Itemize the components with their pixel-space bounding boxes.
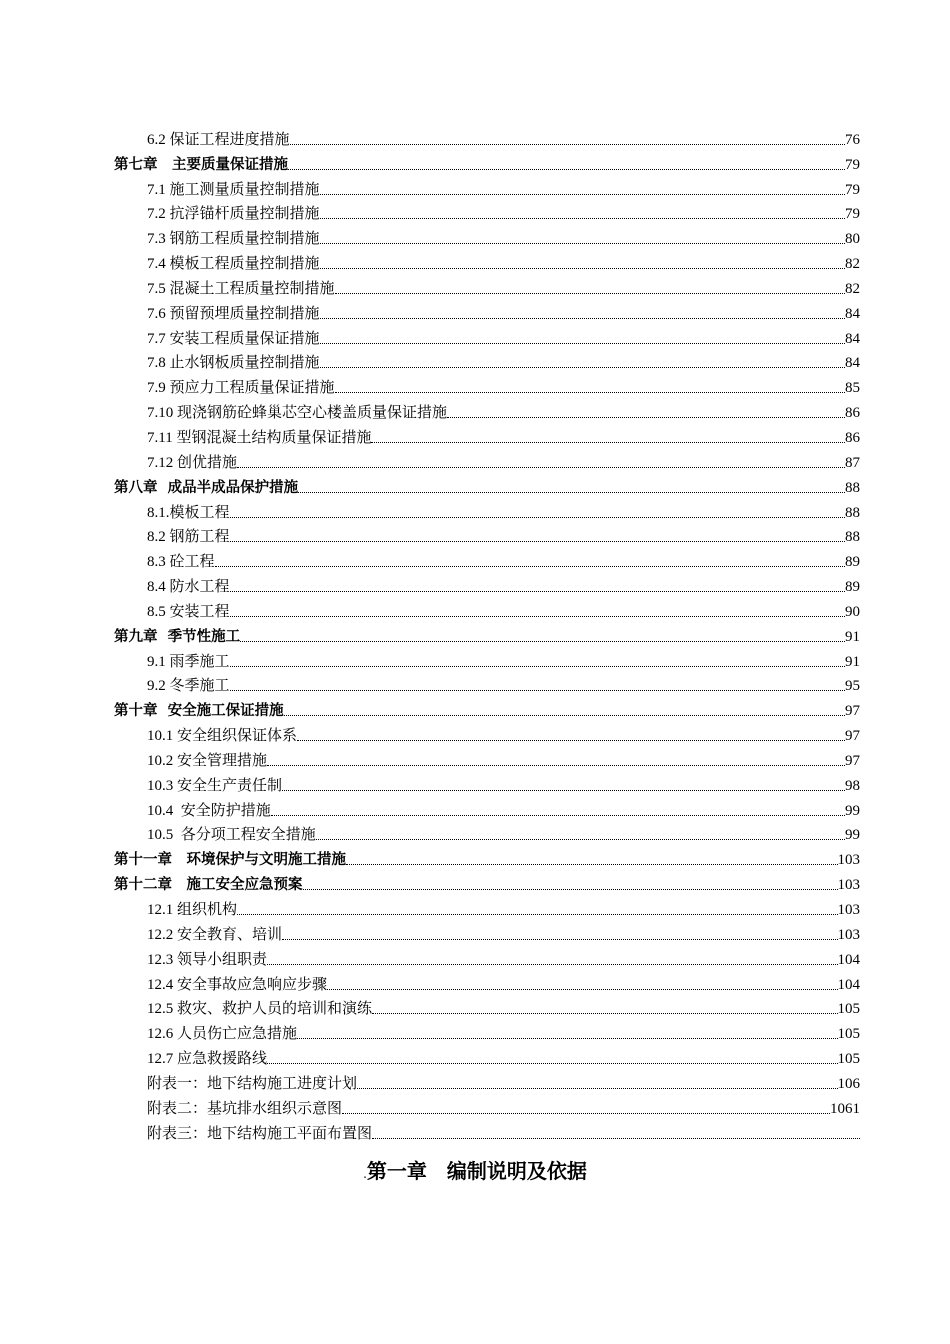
toc-page-number: 105: [837, 1001, 860, 1018]
toc-entry-title: 12.2 安全教育、培训: [147, 926, 283, 943]
toc-entry-title: 9.1 雨季施工: [147, 653, 230, 670]
toc-section-entry[interactable]: [114, 273, 860, 298]
toc-page-number: 97: [845, 752, 860, 769]
toc-section-entry[interactable]: [114, 248, 860, 273]
toc-page-number: 86: [845, 405, 860, 422]
toc-section-entry[interactable]: [114, 522, 860, 547]
toc-entry-title: 12.3 领导小组职责: [147, 951, 268, 968]
toc-dot-leader: [237, 467, 845, 468]
toc-page-number: 103: [837, 877, 860, 894]
table-of-contents: [114, 124, 860, 1143]
toc-dot-leader: [237, 914, 837, 915]
toc-page-number: 86: [845, 429, 860, 446]
chapter-title: 第一章 编制说明及依据: [366, 1159, 587, 1183]
toc-entry-title: 12.4 安全事故应急响应步骤: [147, 976, 328, 993]
toc-page-number: 99: [845, 802, 860, 819]
toc-dot-leader: [320, 343, 845, 344]
toc-dot-leader: [303, 889, 838, 890]
toc-entry-title: 12.7 应急救援路线: [147, 1051, 268, 1068]
toc-page-number: 79: [845, 156, 860, 173]
toc-section-entry[interactable]: [114, 1018, 860, 1043]
toc-dot-leader: [320, 243, 845, 244]
toc-dot-leader: [320, 218, 845, 219]
toc-dot-leader: [282, 939, 837, 940]
toc-section-entry[interactable]: [114, 944, 860, 969]
toc-section-entry[interactable]: [114, 820, 860, 845]
toc-dot-leader: [297, 1038, 837, 1039]
toc-chapter-entry[interactable]: [114, 149, 860, 174]
toc-page-number: 79: [845, 206, 860, 223]
toc-page-number: 82: [845, 256, 860, 273]
toc-entry-title: 12.5 救灾、救护人员的培训和演练: [147, 1001, 373, 1018]
toc-dot-leader: [372, 1013, 837, 1014]
toc-entry-title: 第十二章 施工安全应急预案: [114, 877, 303, 894]
toc-dot-leader: [230, 517, 845, 518]
toc-entry-title: 第十一章 环境保护与文明施工措施: [114, 852, 346, 869]
toc-section-entry[interactable]: [114, 571, 860, 596]
toc-section-entry[interactable]: [114, 298, 860, 323]
toc-entry-title: 附表三：地下结构施工平面布置图: [147, 1125, 373, 1142]
toc-page-number: 104: [837, 976, 860, 993]
toc-page-number: 88: [845, 479, 860, 496]
toc-dot-leader: [271, 815, 845, 816]
toc-dot-leader: [297, 740, 845, 741]
toc-entry-title: 10.3 安全生产责任制: [147, 777, 283, 794]
toc-dot-leader: [290, 144, 845, 145]
toc-entry-title: 7.6 预留预埋质量控制措施: [147, 305, 320, 322]
toc-page-number: 85: [845, 380, 860, 397]
toc-entry-title: 7.9 预应力工程质量保证措施: [147, 380, 335, 397]
toc-dot-leader: [346, 864, 838, 865]
toc-section-entry[interactable]: [114, 174, 860, 199]
toc-entry-title: 第九章 季节性施工: [114, 628, 241, 645]
toc-page-number: 87: [845, 454, 860, 471]
chapter-heading: [0, 1155, 950, 1184]
toc-entry-title: 10.1 安全组织保证体系: [147, 728, 298, 745]
toc-page-number: 98: [845, 777, 860, 794]
toc-entry-title: 8.5 安装工程: [147, 603, 230, 620]
toc-entry-title: 8.2 钢筋工程: [147, 529, 230, 546]
toc-section-entry[interactable]: [114, 894, 860, 919]
toc-section-entry[interactable]: [114, 1093, 860, 1118]
toc-page-number: 88: [845, 529, 860, 546]
toc-entry-title: 附表二：基坑排水组织示意图: [147, 1100, 343, 1117]
toc-entry-title: 7.2 抗浮锚杆质量控制措施: [147, 206, 320, 223]
toc-section-entry[interactable]: [114, 372, 860, 397]
toc-entry-title: 第七章 主要质量保证措施: [114, 156, 288, 173]
toc-entry-title: 第八章 成品半成品保护措施: [114, 479, 299, 496]
toc-dot-leader: [267, 1063, 837, 1064]
toc-section-entry[interactable]: [114, 497, 860, 522]
toc-section-entry[interactable]: [114, 795, 860, 820]
toc-page-number: 1061: [830, 1100, 860, 1117]
toc-section-entry[interactable]: [114, 546, 860, 571]
toc-entry-title: 10.5 各分项工程安全措施: [147, 827, 316, 844]
toc-page-number: 89: [845, 579, 860, 596]
toc-dot-leader: [215, 566, 845, 567]
toc-entry-title: 8.3 砼工程: [147, 554, 215, 571]
toc-section-entry[interactable]: [114, 720, 860, 745]
toc-entry-title: 7.5 混凝土工程质量控制措施: [147, 280, 335, 297]
toc-entry-title: 8.4 防水工程: [147, 579, 230, 596]
toc-dot-leader: [282, 790, 845, 791]
toc-section-entry[interactable]: [114, 770, 860, 795]
toc-section-entry[interactable]: [114, 745, 860, 770]
heading-marker: .: [363, 1167, 367, 1181]
toc-section-entry[interactable]: [114, 422, 860, 447]
toc-entry-title: 12.6 人员伤亡应急措施: [147, 1026, 298, 1043]
toc-page-number: 88: [845, 504, 860, 521]
toc-page-number: 95: [845, 678, 860, 695]
toc-section-entry[interactable]: [114, 199, 860, 224]
toc-dot-leader: [230, 666, 845, 667]
toc-dot-leader: [327, 989, 837, 990]
toc-dot-leader: [320, 318, 845, 319]
toc-dot-leader: [320, 194, 845, 195]
toc-page-number: 103: [837, 852, 860, 869]
toc-entry-title: 附表一：地下结构施工进度计划: [147, 1075, 358, 1092]
toc-dot-leader: [284, 715, 845, 716]
toc-entry-title: 7.3 钢筋工程质量控制措施: [147, 231, 320, 248]
toc-page-number: 97: [845, 728, 860, 745]
toc-dot-leader: [320, 367, 845, 368]
toc-section-entry[interactable]: [114, 671, 860, 696]
toc-entry-title: 6.2 保证工程进度措施: [147, 131, 290, 148]
toc-entry-title: 7.10 现浇钢筋砼蜂巢芯空心楼盖质量保证措施: [147, 405, 448, 422]
toc-page-number: 103: [837, 926, 860, 943]
toc-dot-leader: [357, 1088, 837, 1089]
toc-page-number: 103: [837, 902, 860, 918]
toc-section-entry[interactable]: [114, 969, 860, 994]
toc-page-number: 104: [837, 951, 860, 968]
toc-entry-title: 7.12 创优措施: [147, 454, 238, 471]
toc-entry-title: 7.11 型钢混凝土结构质量保证措施: [147, 429, 372, 446]
toc-page-number: 84: [845, 355, 860, 372]
toc-page-number: 79: [845, 181, 860, 198]
toc-section-entry[interactable]: [114, 919, 860, 944]
toc-dot-leader: [267, 765, 845, 766]
toc-page-number: 80: [845, 231, 860, 248]
toc-page-number: 105: [837, 1026, 860, 1043]
toc-section-entry[interactable]: [114, 397, 860, 422]
toc-entry-title: 7.7 安装工程质量保证措施: [147, 330, 320, 347]
toc-section-entry[interactable]: [114, 124, 860, 149]
toc-dot-leader: [342, 1113, 830, 1114]
toc-entry-title: 8.1.模板工程: [147, 504, 230, 521]
toc-section-entry[interactable]: [114, 596, 860, 621]
toc-section-entry[interactable]: [114, 1068, 860, 1093]
toc-dot-leader: [447, 417, 845, 418]
toc-section-entry[interactable]: [114, 323, 860, 348]
toc-dot-leader: [371, 442, 845, 443]
toc-dot-leader: [298, 492, 845, 493]
toc-chapter-entry[interactable]: [114, 695, 860, 720]
toc-dot-leader: [267, 964, 837, 965]
toc-chapter-entry[interactable]: [114, 472, 860, 497]
toc-dot-leader: [230, 541, 845, 542]
toc-section-entry[interactable]: [114, 1118, 860, 1143]
toc-section-entry[interactable]: [114, 994, 860, 1019]
toc-dot-leader: [230, 616, 845, 617]
toc-dot-leader: [230, 591, 845, 592]
toc-page-number: 84: [845, 305, 860, 322]
toc-section-entry[interactable]: [114, 223, 860, 248]
toc-section-entry[interactable]: [114, 1043, 860, 1068]
toc-dot-leader: [372, 1138, 860, 1139]
toc-page-number: 89: [845, 554, 860, 571]
toc-entry-title: 12.1 组织机构: [147, 902, 238, 918]
toc-page-number: 84: [845, 330, 860, 347]
toc-entry-title: 9.2 冬季施工: [147, 678, 230, 695]
toc-page-number: 97: [845, 703, 860, 720]
toc-section-entry[interactable]: [114, 646, 860, 671]
toc-page-number: 99: [845, 827, 860, 844]
toc-entry-title: 第十章 安全施工保证措施: [114, 703, 284, 720]
toc-chapter-entry[interactable]: [114, 844, 860, 869]
toc-page-number: 90: [845, 603, 860, 620]
toc-dot-leader: [335, 293, 845, 294]
toc-entry-title: 7.4 模板工程质量控制措施: [147, 256, 320, 273]
toc-dot-leader: [316, 839, 845, 840]
toc-page-number: 106: [837, 1075, 860, 1092]
toc-page-number: 76: [845, 131, 860, 148]
toc-entry-title: 10.4 安全防护措施: [147, 802, 271, 819]
toc-chapter-entry[interactable]: [114, 621, 860, 646]
toc-section-entry[interactable]: [114, 447, 860, 472]
toc-page-number: 91: [845, 628, 860, 645]
toc-dot-leader: [335, 392, 845, 393]
toc-page-number: 105: [837, 1051, 860, 1068]
toc-chapter-entry[interactable]: [114, 869, 860, 894]
toc-dot-leader: [288, 169, 845, 170]
toc-page-number: 82: [845, 280, 860, 297]
toc-page-number: 91: [845, 653, 860, 670]
toc-dot-leader: [240, 641, 845, 642]
toc-entry-title: 7.8 止水钢板质量控制措施: [147, 355, 320, 372]
toc-dot-leader: [230, 690, 845, 691]
toc-dot-leader: [320, 268, 845, 269]
toc-entry-title: 10.2 安全管理措施: [147, 752, 268, 769]
toc-section-entry[interactable]: [114, 348, 860, 373]
toc-entry-title: 7.1 施工测量质量控制措施: [147, 181, 320, 198]
